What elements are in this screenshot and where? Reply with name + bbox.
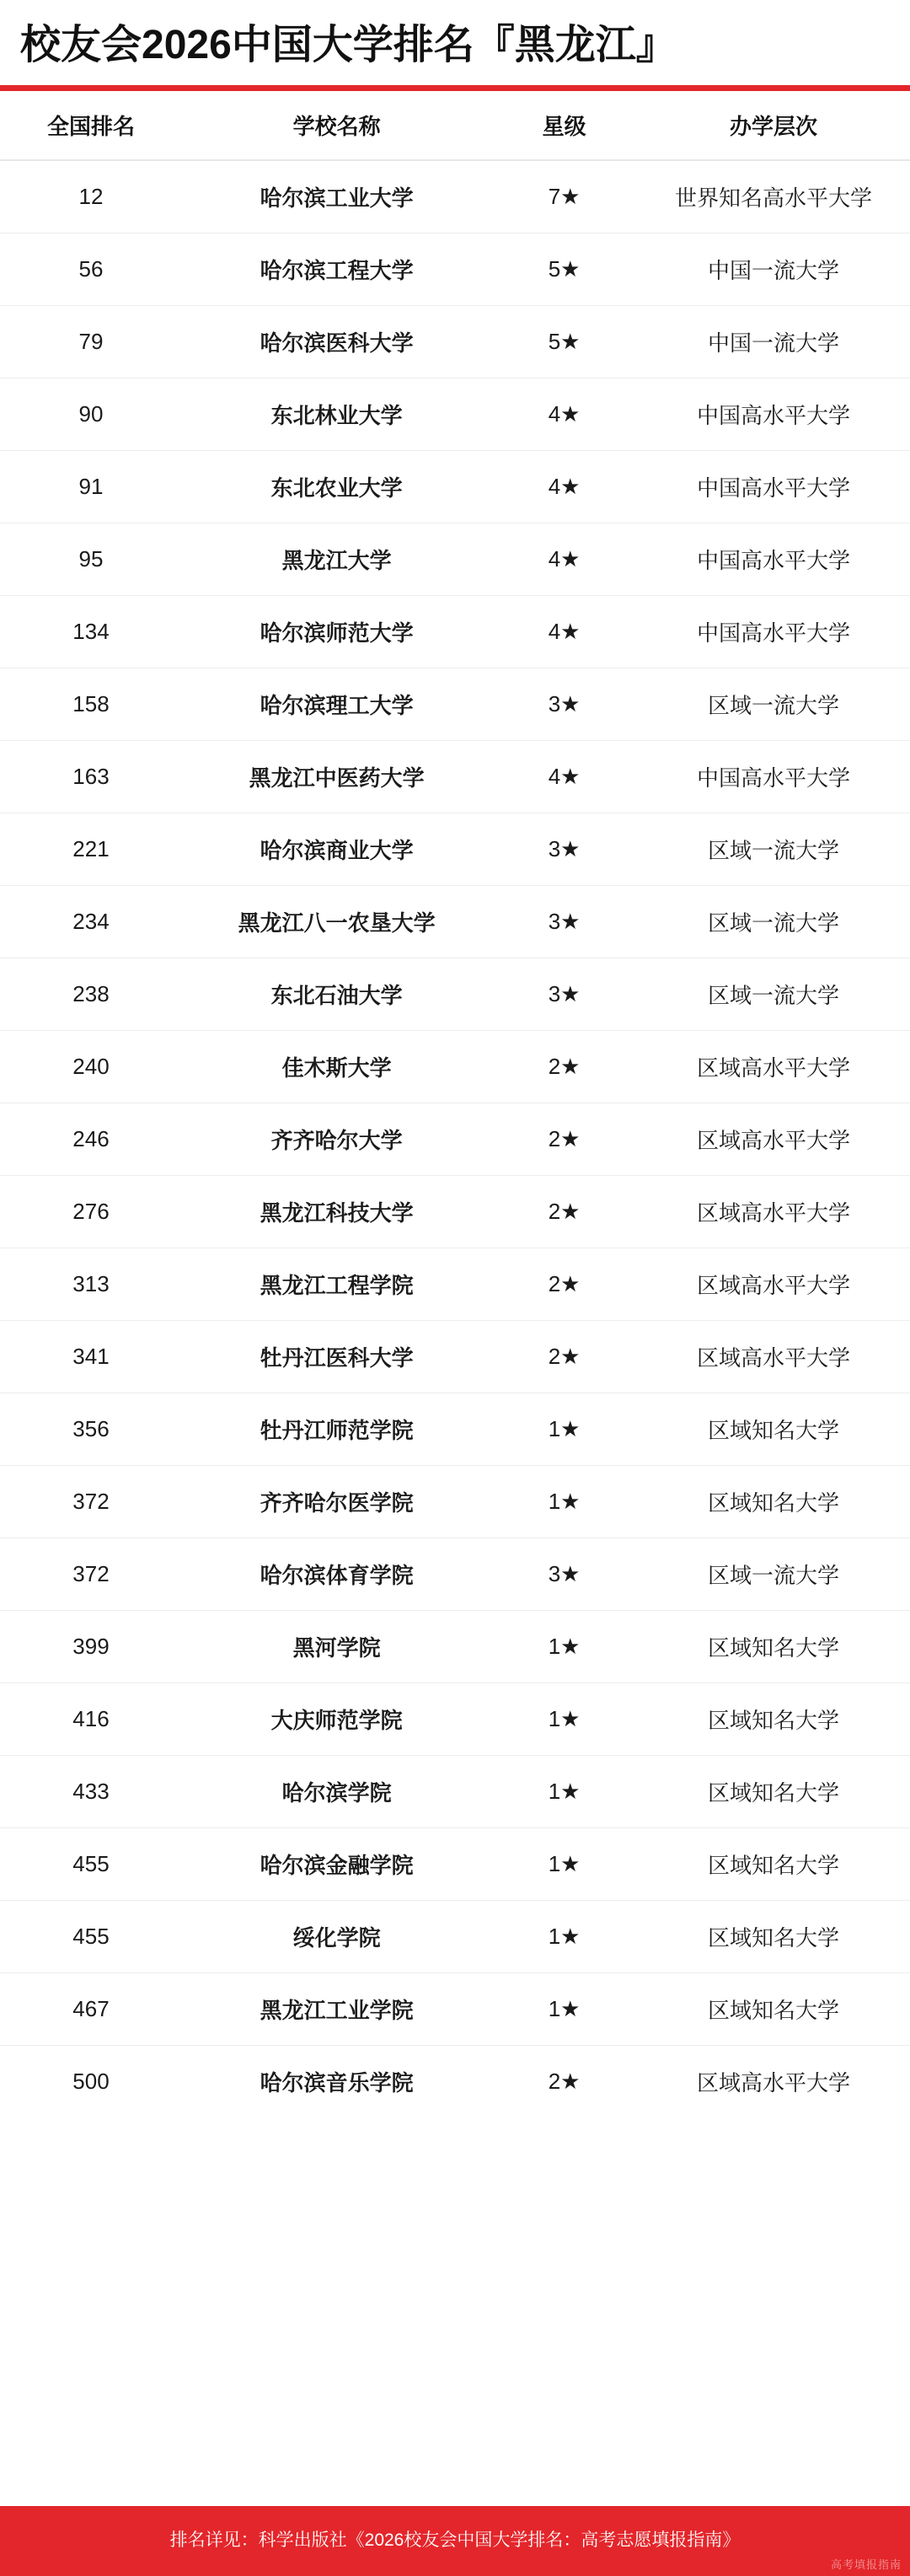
cell-university-name: 黑河学院 (182, 1611, 491, 1683)
cell-level: 区域高水平大学 (637, 1248, 910, 1321)
cell-rank: 79 (0, 306, 182, 378)
table-row (0, 1176, 910, 1248)
cell-rank: 163 (0, 741, 182, 813)
cell-level: 区域知名大学 (637, 1756, 910, 1828)
table-row (0, 378, 910, 451)
content-spacer (0, 2117, 910, 2505)
cell-rank: 91 (0, 451, 182, 523)
table-row (0, 1973, 910, 2046)
cell-rank: 56 (0, 233, 182, 306)
cell-level: 区域一流大学 (637, 813, 910, 886)
cell-level: 区域高水平大学 (637, 1321, 910, 1393)
cell-rank: 341 (0, 1321, 182, 1393)
cell-level: 中国高水平大学 (637, 523, 910, 596)
table-row (0, 160, 910, 233)
cell-star-rating: 4★ (491, 741, 637, 813)
cell-star-rating: 4★ (491, 451, 637, 523)
cell-rank: 12 (0, 160, 182, 233)
cell-level: 世界知名高水平大学 (637, 160, 910, 233)
cell-star-rating: 2★ (491, 1103, 637, 1176)
table-row (0, 1683, 910, 1756)
table-row (0, 1828, 910, 1901)
column-header-level: 办学层次 (637, 91, 910, 160)
cell-university-name: 哈尔滨商业大学 (182, 813, 491, 886)
cell-university-name: 哈尔滨医科大学 (182, 306, 491, 378)
cell-rank: 372 (0, 1466, 182, 1538)
cell-level: 区域一流大学 (637, 668, 910, 741)
title-divider (0, 85, 910, 91)
cell-university-name: 黑龙江工业学院 (182, 1973, 491, 2046)
cell-rank: 372 (0, 1538, 182, 1611)
cell-rank: 313 (0, 1248, 182, 1321)
cell-university-name: 哈尔滨工业大学 (182, 160, 491, 233)
cell-level: 区域高水平大学 (637, 1031, 910, 1103)
cell-university-name: 哈尔滨理工大学 (182, 668, 491, 741)
cell-star-rating: 3★ (491, 958, 637, 1031)
cell-star-rating: 1★ (491, 1466, 637, 1538)
page-title-bar (0, 0, 910, 85)
table-row (0, 958, 910, 1031)
cell-star-rating: 1★ (491, 1828, 637, 1901)
cell-level: 区域知名大学 (637, 1466, 910, 1538)
cell-university-name: 绥化学院 (182, 1901, 491, 1973)
cell-university-name: 哈尔滨师范大学 (182, 596, 491, 668)
cell-level: 中国高水平大学 (637, 451, 910, 523)
page-title: 校友会2026中国大学排名『黑龙江』 (20, 23, 677, 67)
footer-note: 排名详见：科学出版社《2026校友会中国大学排名：高考志愿填报指南》 (169, 2530, 741, 2550)
cell-level: 区域一流大学 (637, 1538, 910, 1611)
cell-rank: 356 (0, 1393, 182, 1466)
cell-university-name: 黑龙江中医药大学 (182, 741, 491, 813)
cell-university-name: 佳木斯大学 (182, 1031, 491, 1103)
cell-level: 区域知名大学 (637, 1393, 910, 1466)
cell-rank: 95 (0, 523, 182, 596)
cell-level: 中国一流大学 (637, 306, 910, 378)
cell-level: 区域高水平大学 (637, 1103, 910, 1176)
cell-level: 区域知名大学 (637, 1683, 910, 1756)
table-row (0, 886, 910, 958)
table-row (0, 1901, 910, 1973)
cell-star-rating: 7★ (491, 160, 637, 233)
table-row (0, 1103, 910, 1176)
cell-university-name: 哈尔滨金融学院 (182, 1828, 491, 1901)
cell-rank: 158 (0, 668, 182, 741)
cell-rank: 238 (0, 958, 182, 1031)
table-row (0, 1393, 910, 1466)
cell-university-name: 东北农业大学 (182, 451, 491, 523)
cell-star-rating: 1★ (491, 1756, 637, 1828)
cell-university-name: 大庆师范学院 (182, 1683, 491, 1756)
cell-university-name: 哈尔滨体育学院 (182, 1538, 491, 1611)
watermark-label: 高考填报指南 (830, 2557, 902, 2571)
cell-level: 区域知名大学 (637, 1828, 910, 1901)
cell-university-name: 黑龙江工程学院 (182, 1248, 491, 1321)
table-row (0, 523, 910, 596)
table-row (0, 1321, 910, 1393)
cell-star-rating: 1★ (491, 1901, 637, 1973)
cell-university-name: 东北林业大学 (182, 378, 491, 451)
cell-rank: 455 (0, 1901, 182, 1973)
cell-university-name: 哈尔滨学院 (182, 1756, 491, 1828)
cell-rank: 221 (0, 813, 182, 886)
cell-level: 区域一流大学 (637, 958, 910, 1031)
cell-university-name: 黑龙江八一农垦大学 (182, 886, 491, 958)
cell-level: 中国高水平大学 (637, 741, 910, 813)
cell-star-rating: 5★ (491, 233, 637, 306)
table-body (0, 160, 910, 2117)
table-row (0, 741, 910, 813)
cell-star-rating: 2★ (491, 1321, 637, 1393)
table-row (0, 668, 910, 741)
cell-university-name: 哈尔滨音乐学院 (182, 2046, 491, 2118)
table-row (0, 2046, 910, 2118)
column-header-name: 学校名称 (182, 91, 491, 160)
cell-star-rating: 1★ (491, 1973, 637, 2046)
table-header-row (0, 91, 910, 160)
cell-university-name: 齐齐哈尔医学院 (182, 1466, 491, 1538)
cell-star-rating: 3★ (491, 668, 637, 741)
cell-star-rating: 2★ (491, 1031, 637, 1103)
cell-star-rating: 1★ (491, 1611, 637, 1683)
cell-rank: 234 (0, 886, 182, 958)
cell-rank: 467 (0, 1973, 182, 2046)
cell-level: 区域一流大学 (637, 886, 910, 958)
cell-rank: 416 (0, 1683, 182, 1756)
cell-level: 中国一流大学 (637, 233, 910, 306)
cell-university-name: 东北石油大学 (182, 958, 491, 1031)
table-row (0, 1466, 910, 1538)
cell-rank: 246 (0, 1103, 182, 1176)
cell-star-rating: 3★ (491, 886, 637, 958)
table-row (0, 1756, 910, 1828)
cell-university-name: 牡丹江医科大学 (182, 1321, 491, 1393)
cell-rank: 90 (0, 378, 182, 451)
cell-rank: 500 (0, 2046, 182, 2118)
cell-star-rating: 3★ (491, 1538, 637, 1611)
footer-note-bar (0, 2506, 910, 2576)
cell-level: 区域知名大学 (637, 1901, 910, 1973)
cell-star-rating: 2★ (491, 1248, 637, 1321)
cell-star-rating: 4★ (491, 596, 637, 668)
cell-star-rating: 2★ (491, 1176, 637, 1248)
table-row (0, 451, 910, 523)
cell-star-rating: 4★ (491, 378, 637, 451)
cell-rank: 433 (0, 1756, 182, 1828)
cell-star-rating: 4★ (491, 523, 637, 596)
cell-star-rating: 1★ (491, 1393, 637, 1466)
cell-university-name: 黑龙江大学 (182, 523, 491, 596)
cell-star-rating: 5★ (491, 306, 637, 378)
cell-level: 中国高水平大学 (637, 596, 910, 668)
cell-level: 区域高水平大学 (637, 2046, 910, 2118)
cell-rank: 399 (0, 1611, 182, 1683)
cell-university-name: 齐齐哈尔大学 (182, 1103, 491, 1176)
table-row (0, 596, 910, 668)
table-row (0, 1031, 910, 1103)
cell-rank: 240 (0, 1031, 182, 1103)
table-row (0, 1611, 910, 1683)
cell-star-rating: 1★ (491, 1683, 637, 1756)
cell-university-name: 牡丹江师范学院 (182, 1393, 491, 1466)
cell-university-name: 黑龙江科技大学 (182, 1176, 491, 1248)
cell-star-rating: 2★ (491, 2046, 637, 2118)
cell-level: 中国高水平大学 (637, 378, 910, 451)
column-header-star: 星级 (491, 91, 637, 160)
cell-rank: 276 (0, 1176, 182, 1248)
table-row (0, 813, 910, 886)
cell-university-name: 哈尔滨工程大学 (182, 233, 491, 306)
cell-rank: 455 (0, 1828, 182, 1901)
ranking-table (0, 91, 910, 2117)
column-header-rank: 全国排名 (0, 91, 182, 160)
cell-level: 区域知名大学 (637, 1973, 910, 2046)
cell-star-rating: 3★ (491, 813, 637, 886)
table-row (0, 1538, 910, 1611)
table-row (0, 1248, 910, 1321)
table-row (0, 233, 910, 306)
cell-rank: 134 (0, 596, 182, 668)
cell-level: 区域知名大学 (637, 1611, 910, 1683)
table-row (0, 306, 910, 378)
cell-level: 区域高水平大学 (637, 1176, 910, 1248)
